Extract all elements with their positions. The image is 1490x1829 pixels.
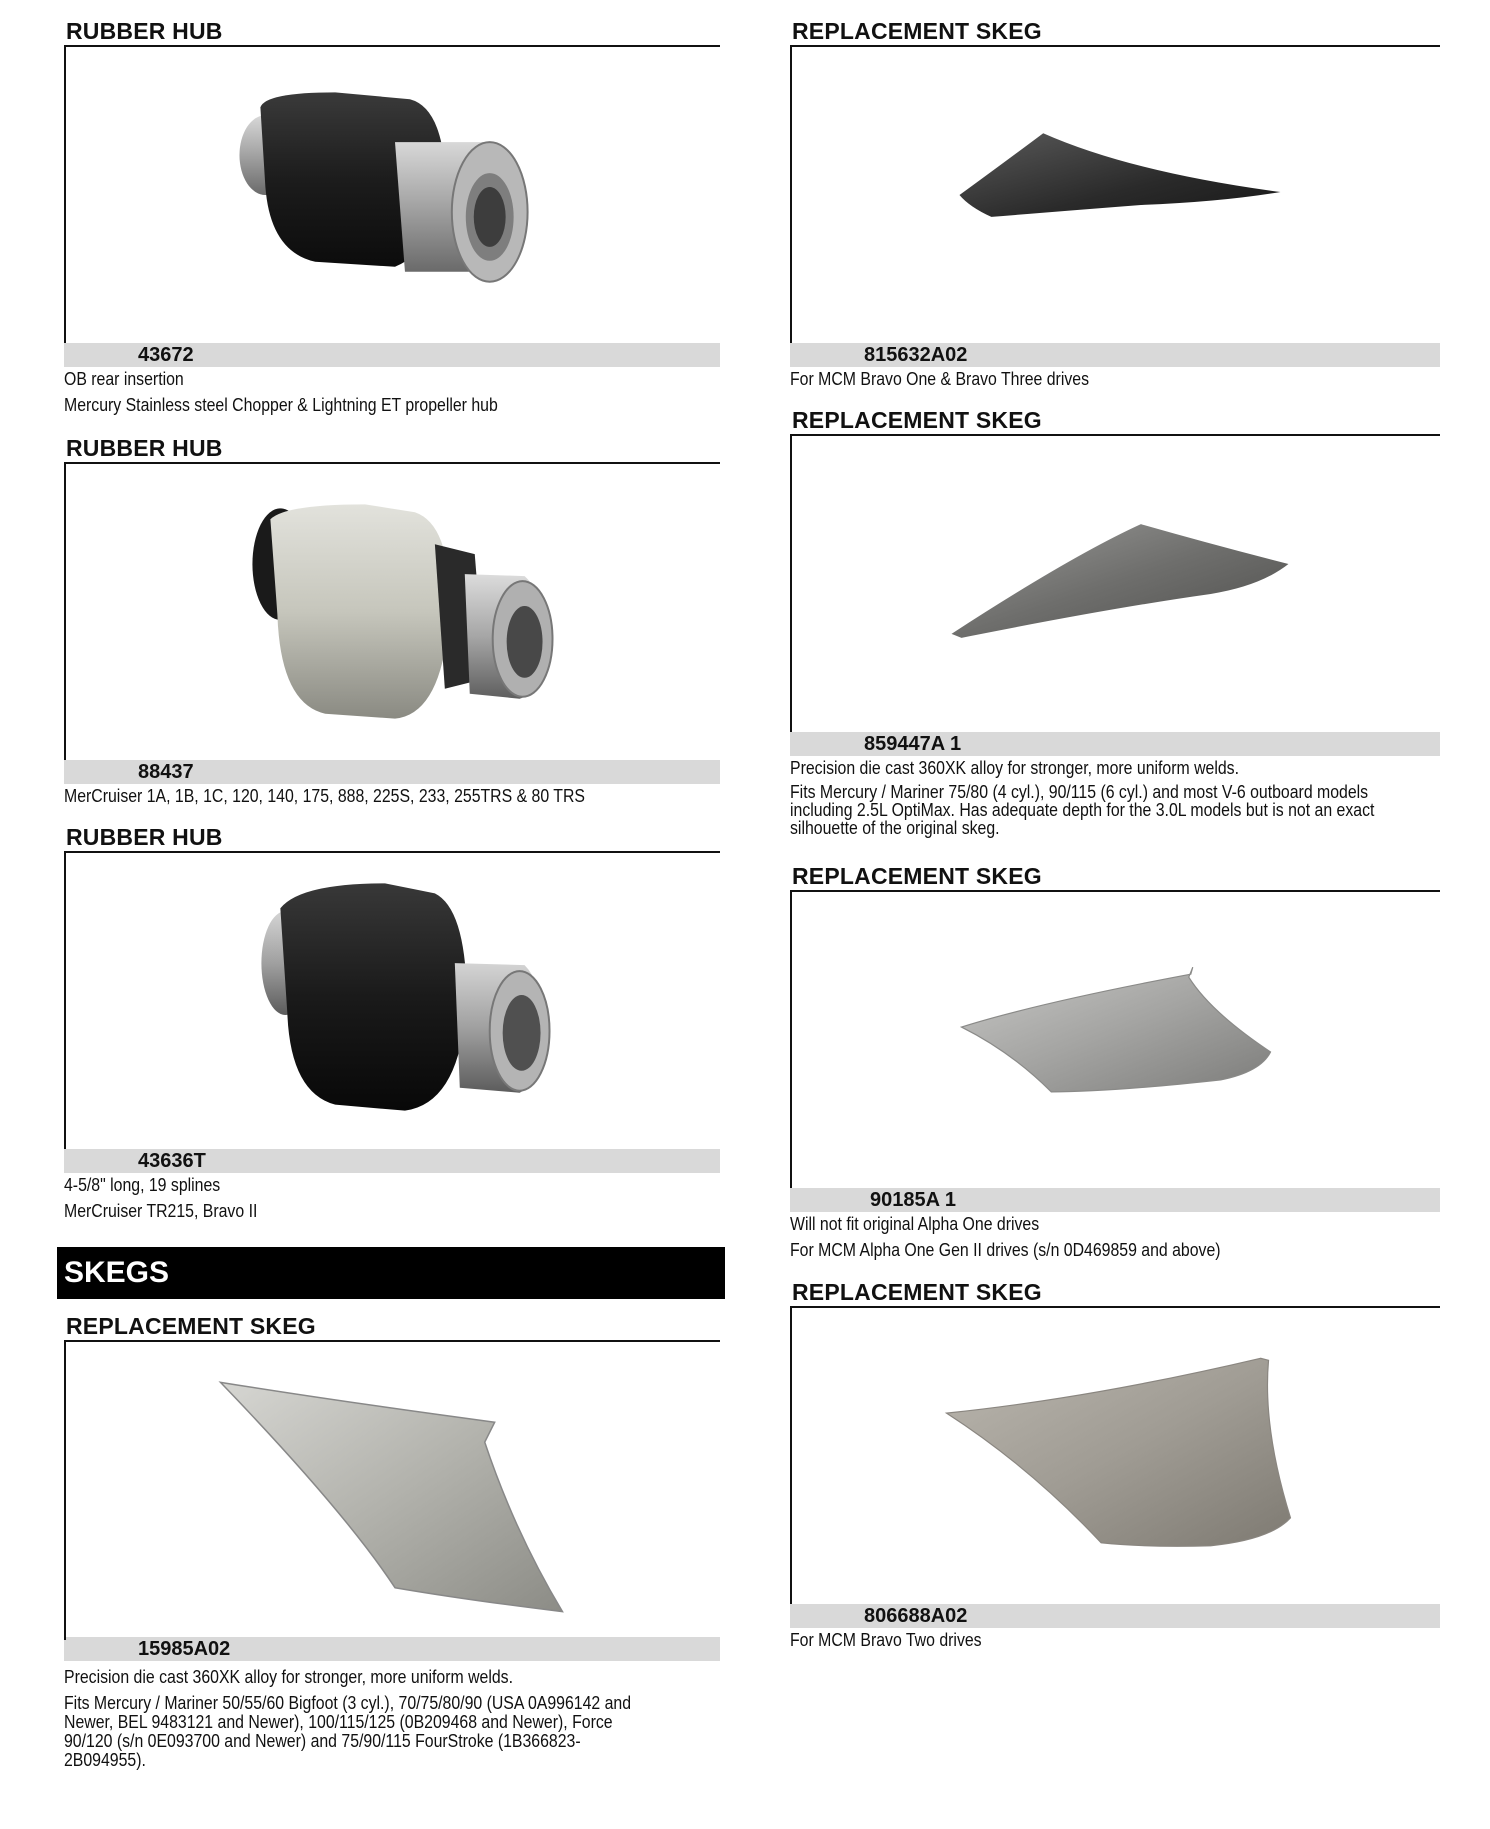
description-line: Precision die cast 360XK alloy for stronger, more uniform welds. xyxy=(790,758,1240,778)
description-line: Fits Mercury / Mariner 75/80 (4 cyl.), 90/115 (6 cyl.) and most V-6 outboard models including 2.5L OptiMax. Has adequate depth for the 3.0L models but is not an exact silhouette of the original skeg. xyxy=(790,782,1375,838)
part-number: 88437 xyxy=(64,760,720,784)
product-rubber-hub-43672 xyxy=(64,17,720,422)
product-rubber-hub-43636T xyxy=(64,823,720,1228)
part-number: 815632A02 xyxy=(790,343,1440,367)
product-image xyxy=(790,436,1440,732)
product-image xyxy=(790,892,1440,1188)
product-description xyxy=(790,1631,1436,1650)
description-line: For MCM Alpha One Gen II drives (s/n 0D469859 and above) xyxy=(790,1240,1221,1260)
product-title: RUBBER HUB xyxy=(64,434,720,464)
description-line: For MCM Bravo One & Bravo Three drives xyxy=(790,369,1090,389)
section-header-skegs: SKEGS xyxy=(57,1247,725,1299)
product-description xyxy=(790,370,1436,389)
part-number: 43636T xyxy=(64,1149,720,1173)
product-image xyxy=(790,47,1440,343)
product-replacement-skeg-15985A02 xyxy=(64,1312,720,1777)
product-description xyxy=(64,1176,716,1221)
description-line: Will not fit original Alpha One drives xyxy=(790,1214,1040,1234)
product-title: RUBBER HUB xyxy=(64,823,720,853)
description-line: For MCM Bravo Two drives xyxy=(790,1630,982,1650)
product-image xyxy=(64,47,720,343)
product-image xyxy=(64,464,720,760)
skeg-image xyxy=(792,892,1440,1188)
skeg-image xyxy=(66,1342,720,1640)
description-line: Mercury Stainless steel Chopper & Lightning ET propeller hub xyxy=(64,395,498,415)
part-number: 859447A 1 xyxy=(790,732,1440,756)
description-line: Precision die cast 360XK alloy for stronger, more uniform welds. xyxy=(64,1667,514,1687)
description-line: OB rear insertion xyxy=(64,369,184,389)
product-title: REPLACEMENT SKEG xyxy=(790,1278,1440,1308)
product-replacement-skeg-806688A02 xyxy=(790,1278,1440,1657)
product-title: REPLACEMENT SKEG xyxy=(790,862,1440,892)
product-description xyxy=(790,1215,1436,1260)
product-description xyxy=(64,787,716,806)
product-rubber-hub-88437 xyxy=(64,434,720,813)
description-line: MerCruiser TR215, Bravo II xyxy=(64,1201,258,1221)
product-title: REPLACEMENT SKEG xyxy=(790,17,1440,47)
skeg-image xyxy=(792,436,1440,732)
product-replacement-skeg-859447A1 xyxy=(790,406,1440,844)
part-number: 90185A 1 xyxy=(790,1188,1440,1212)
product-description xyxy=(790,759,1436,837)
description-line: Fits Mercury / Mariner 50/55/60 Bigfoot (3 cyl.), 70/75/80/90 (USA 0A996142 and Newer, BEL 9483121 and Newer), 100/115/125 (0B209468 and Newer), Force 90/120 (s/n 0E093700 and Newer) and 75/90/115 FourStroke (1B366823-2B094955). xyxy=(64,1693,632,1770)
part-number: 43672 xyxy=(64,343,720,367)
product-title: RUBBER HUB xyxy=(64,17,720,47)
rubber-hub-image xyxy=(66,853,720,1149)
product-title: REPLACEMENT SKEG xyxy=(64,1312,720,1342)
rubber-hub-image xyxy=(66,464,720,760)
skeg-image xyxy=(792,1308,1440,1604)
part-number: 15985A02 xyxy=(64,1637,720,1661)
description-line: 4-5/8" long, 19 splines xyxy=(64,1175,221,1195)
product-image xyxy=(64,853,720,1149)
product-title: REPLACEMENT SKEG xyxy=(790,406,1440,436)
product-replacement-skeg-815632A02 xyxy=(790,17,1440,396)
part-number: 806688A02 xyxy=(790,1604,1440,1628)
rubber-hub-image xyxy=(66,47,720,343)
skeg-image xyxy=(792,47,1440,343)
product-image xyxy=(64,1342,720,1640)
product-replacement-skeg-90185A1 xyxy=(790,862,1440,1267)
description-line: MerCruiser 1A, 1B, 1C, 120, 140, 175, 888, 225S, 233, 255TRS & 80 TRS xyxy=(64,786,585,806)
product-description xyxy=(64,1668,716,1770)
product-description xyxy=(64,370,716,415)
product-image xyxy=(790,1308,1440,1604)
